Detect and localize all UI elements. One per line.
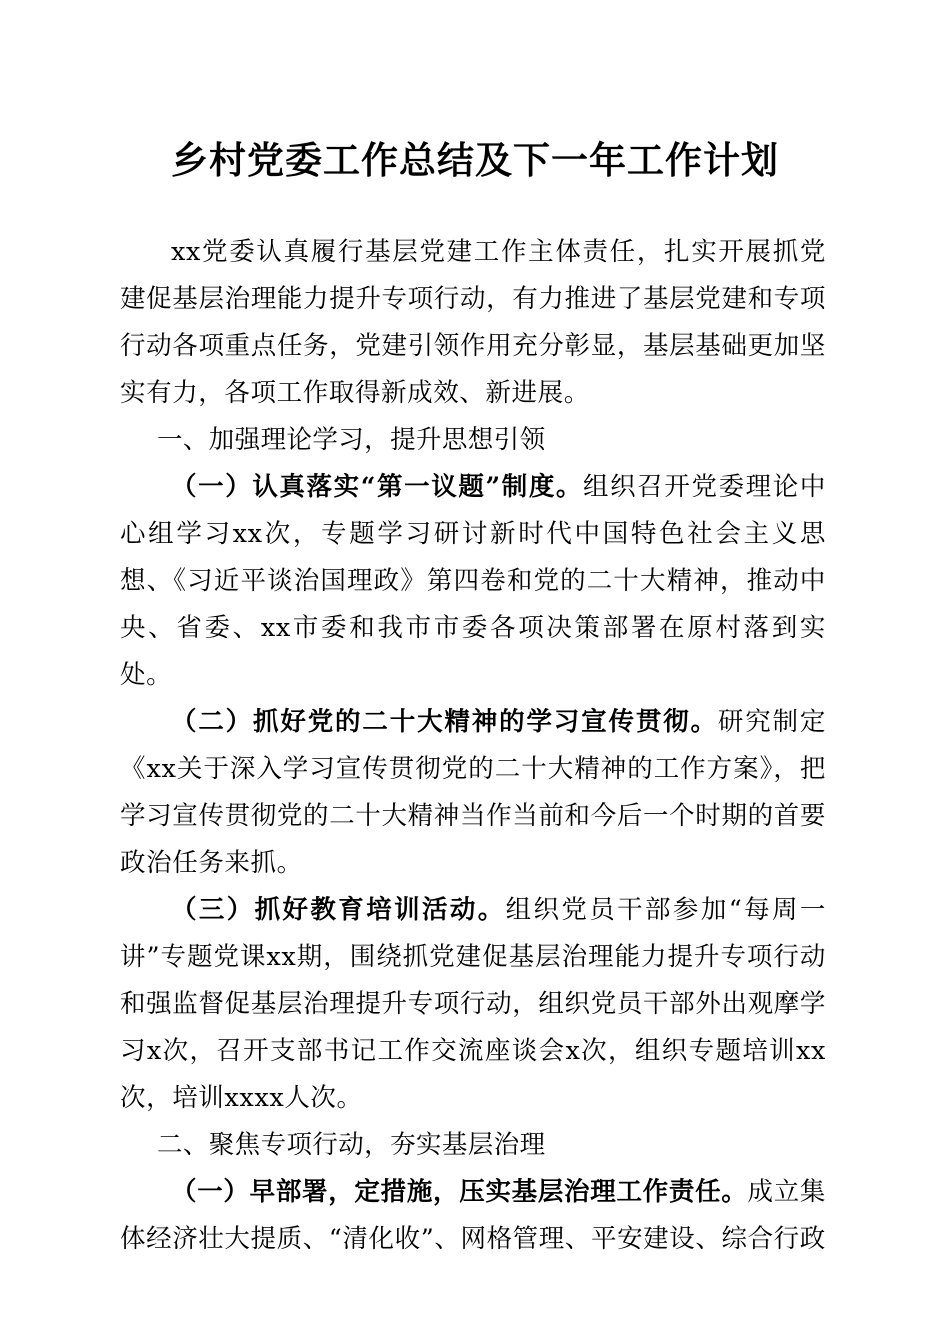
item-lead: （一）认真落实“第一议题”制度。 (171, 472, 584, 502)
document-body (120, 229, 826, 1263)
section-2-heading: 二、聚焦专项行动，夯实基层治理 (156, 1130, 546, 1160)
item-text: 组织党员干部参加“每周一讲”专题党课xx期，围绕抓党建促基层治理能力提升专项行动和强监督促基层治理提升专项行动，组织党员干部外出观摩学习x次，召开支部书记工作交流座谈会x次，组织专题培训xx次，培训xxxx人次。 (120, 895, 826, 1113)
section-1-item-3 (120, 887, 826, 1122)
item-lead: （二）抓好党的二十大精神的学习宣传贯彻。 (171, 707, 718, 737)
item-lead: （一）早部署，定措施，压实基层治理工作责任。 (171, 1177, 748, 1207)
section-2-item-1 (120, 1169, 826, 1263)
item-text: 成立集体经济壮大提质、“清化收”、网格管理、平安建设、综合行政 (120, 1177, 826, 1254)
item-text: 研究制定《xx关于深入学习宣传贯彻党的二十大精神的工作方案》，把学习宣传贯彻党的二十大精神当作当前和今后一个时期的首要政治任务来抓。 (120, 707, 826, 878)
document-title: 乡村党委工作总结及下一年工作计划 (171, 138, 779, 182)
section-1-heading: 一、加强理论学习，提升思想引领 (156, 425, 546, 455)
item-lead: （三）抓好教育培训活动。 (171, 895, 506, 925)
section-1-item-1 (120, 464, 826, 699)
intro-paragraph: xx党委认真履行基层党建工作主体责任，扎实开展抓党建促基层治理能力提升专项行动，有力推进了基层党建和专项行动各项重点任务，党建引领作用充分彰显，基层基础更加坚实有力，各项工作取得新成效、新进展。 (120, 237, 826, 408)
section-1-item-2 (120, 699, 826, 887)
item-text: 组织召开党委理论中心组学习xx次，专题学习研讨新时代中国特色社会主义思想、《习近平谈治国理政》第四卷和党的二十大精神，推动中央、省委、xx市委和我市市委各项决策部署在原村落到实处。 (120, 472, 826, 690)
